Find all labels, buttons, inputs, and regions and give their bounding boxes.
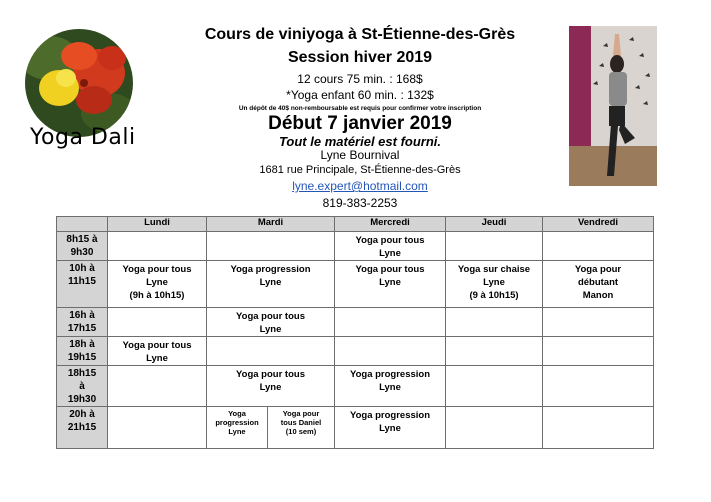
class-cell	[207, 232, 335, 261]
cell-line: progression	[215, 418, 259, 427]
class-cell	[446, 337, 543, 366]
cell-line: (10 sem)	[285, 427, 317, 436]
cell-line: Yoga pour tous	[355, 264, 425, 275]
cell-line: Yoga progression	[230, 264, 311, 275]
class-cell	[108, 261, 207, 308]
class-cell	[207, 407, 268, 449]
class-cell	[543, 407, 654, 449]
cell-line: Yoga pour tous	[122, 264, 192, 275]
cell-line: Lyne	[146, 277, 168, 288]
cell-line: 16h à	[69, 310, 95, 321]
class-cell	[543, 232, 654, 261]
cell-line: à	[79, 381, 85, 392]
class-cell	[446, 366, 543, 407]
instructor-name: Lyne Bournival	[320, 148, 400, 162]
cell-line: Yoga sur chaise	[457, 264, 531, 275]
cell-line: 8h15 à	[66, 234, 98, 245]
class-cell	[543, 366, 654, 407]
cell-line: 19h15	[67, 352, 97, 363]
cell-line: Lyne	[483, 277, 505, 288]
cell-line: Yoga pour tous	[122, 340, 192, 351]
cell-line: 9h30	[70, 247, 94, 258]
class-cell	[207, 337, 335, 366]
cell-line: tous Daniel	[280, 418, 322, 427]
table-row	[57, 261, 654, 308]
time-slot	[57, 366, 108, 407]
price-child: *Yoga enfant 60 min. : 132$	[286, 88, 434, 102]
class-cell	[335, 308, 446, 337]
time-slot	[57, 308, 108, 337]
material-note: Tout le matériel est fourni.	[278, 134, 442, 149]
time-slot	[57, 232, 108, 261]
cell-line: Yoga pour tous	[236, 311, 305, 322]
class-cell	[207, 366, 335, 407]
cell-line: débutant	[577, 277, 619, 288]
class-cell	[108, 337, 207, 366]
cell-line: Yoga progression	[349, 410, 431, 421]
cell-line: 18h15	[67, 368, 97, 379]
email-link[interactable]: lyne.expert@hotmail.com	[292, 179, 428, 193]
day-header: Mardi	[207, 217, 335, 232]
time-slot	[57, 407, 108, 449]
cell-line: Lyne	[379, 277, 401, 288]
page-title: Cours de viniyoga à St-Étienne-des-Grès	[204, 26, 516, 43]
table-row	[57, 407, 654, 449]
table-header-row	[57, 217, 654, 232]
class-cell	[108, 308, 207, 337]
table-row	[57, 232, 654, 261]
cell-line: Manon	[582, 290, 614, 301]
class-cell	[108, 366, 207, 407]
cell-line: Lyne	[259, 277, 282, 288]
cell-line: 18h à	[69, 339, 95, 350]
class-cell	[335, 232, 446, 261]
cell-line: Lyne	[146, 353, 168, 364]
class-cell	[108, 232, 207, 261]
cell-line: Yoga pour	[282, 409, 320, 418]
class-cell	[446, 232, 543, 261]
cell-line: Yoga pour tous	[236, 369, 305, 380]
cell-line: (9 à 10h15)	[469, 290, 519, 301]
session-title: Session hiver 2019	[287, 49, 433, 66]
class-cell	[335, 407, 446, 449]
cell-line: Yoga pour	[574, 264, 622, 275]
yoga-pose-photo	[569, 26, 657, 186]
phone-number: 819-383-2253	[322, 196, 398, 210]
schedule-table	[56, 216, 654, 449]
time-slot	[57, 261, 108, 308]
day-header: Jeudi	[446, 217, 543, 232]
corner-cell	[57, 217, 108, 232]
cell-line: 11h15	[68, 276, 96, 287]
table-row	[57, 337, 654, 366]
class-cell	[543, 261, 654, 308]
class-cell	[207, 308, 335, 337]
day-header: Vendredi	[543, 217, 654, 232]
cell-line: 17h15	[67, 323, 97, 334]
day-header: Lundi	[108, 217, 207, 232]
deposit-note: Un dépôt de 40$ non-remboursable est requis pour confirmer votre inscription	[238, 105, 482, 112]
cell-line: Lyne	[379, 248, 401, 259]
class-cell	[543, 337, 654, 366]
class-cell	[335, 261, 446, 308]
class-cell	[446, 308, 543, 337]
logo-text: Yoga Dali	[30, 125, 136, 150]
cell-line: Lyne	[228, 427, 246, 436]
class-cell	[207, 261, 335, 308]
address: 1681 rue Principale, St-Étienne-des-Grès	[259, 164, 461, 176]
cell-line: (9h à 10h15)	[129, 290, 185, 301]
cell-line: Lyne	[259, 324, 282, 335]
price-adult: 12 cours 75 min. : 168$	[297, 72, 423, 86]
cell-line: 20h à	[69, 409, 95, 420]
start-date: Début 7 janvier 2019	[268, 113, 452, 134]
class-cell	[108, 407, 207, 449]
class-cell	[268, 407, 335, 449]
cell-line: Yoga pour tous	[355, 235, 425, 246]
class-cell	[335, 366, 446, 407]
table-row	[57, 366, 654, 407]
time-slot	[57, 337, 108, 366]
class-cell	[335, 337, 446, 366]
class-cell	[446, 261, 543, 308]
class-cell	[446, 407, 543, 449]
day-header: Mercredi	[335, 217, 446, 232]
cell-line: 21h15	[67, 422, 97, 433]
cell-line: Lyne	[259, 382, 282, 393]
cell-line: Yoga	[228, 409, 246, 418]
class-cell	[543, 308, 654, 337]
cell-line: Lyne	[379, 382, 401, 393]
table-row	[57, 308, 654, 337]
cell-line: 10h à	[69, 263, 95, 274]
cell-line: Lyne	[379, 423, 401, 434]
cell-line: Yoga progression	[349, 369, 431, 380]
cell-line: 19h30	[67, 394, 97, 405]
flower-logo-icon	[24, 28, 134, 138]
